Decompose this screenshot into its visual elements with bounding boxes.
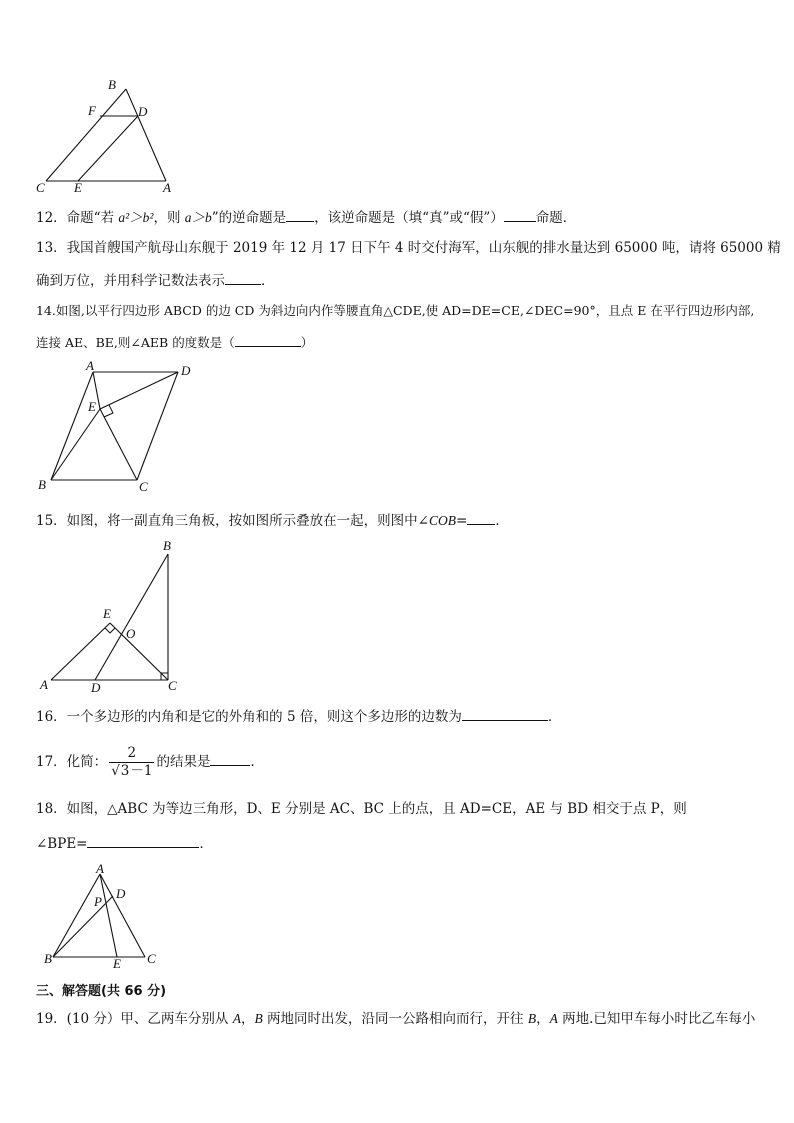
q12-answer-blank-1[interactable] [286, 207, 314, 222]
fig14-label-a: A [86, 358, 94, 373]
q15-answer-blank[interactable] [467, 510, 495, 525]
fig11-label-d: D [138, 104, 148, 119]
fig18-label-p: P [94, 894, 102, 909]
fig15-label-e: E [103, 606, 111, 621]
q18-text-3: ． [199, 836, 213, 852]
fig14-label-c: C [139, 479, 148, 494]
fig11-label-e: E [74, 180, 82, 195]
figure-q11 [30, 76, 190, 196]
q13-answer-blank[interactable] [225, 270, 261, 285]
q14-text-1: 14.如图,以平行四边形 ABCD 的边 CD 为斜边向内作等腰直角△CDE,使 AD=DE=CE,∠DEC=90°，且点 E 在平行四边形内部, [36, 303, 755, 318]
q19-point-a: A [232, 1011, 241, 1026]
q19-text-1: 19．(10 分）甲、乙两车分别从 [36, 1011, 233, 1027]
q16-text-2: ． [547, 709, 562, 725]
q14-text-3: ） [300, 335, 314, 350]
q12-answer-blank-2[interactable] [504, 207, 536, 222]
figure-q18-svg [36, 860, 166, 972]
q13-text-1: 13．我国首艘国产航母山东舰于 2019 年 12 月 17 日下午 4 时交付海军，山东舰的排水量达到 65000 吨，请将 65000 精 [36, 240, 781, 256]
q16-text-1: 16．一个多边形的内角和是它的外角和的 5 倍，则这个多边形的边数为 [36, 709, 462, 725]
question-15 [36, 510, 509, 530]
q19-text-4: ， [536, 1011, 550, 1027]
q19-point-b-2: B [527, 1011, 537, 1026]
fig11-label-a: A [163, 180, 171, 195]
q12-text-5: 命题． [535, 210, 577, 226]
question-18-line-2 [36, 833, 213, 853]
question-14-line-2 [36, 332, 313, 352]
q19-text-2: ， [240, 1011, 255, 1027]
q17-numerator: 2 [109, 745, 154, 763]
fig15-label-d: D [91, 680, 101, 695]
question-19 [36, 1010, 755, 1028]
fig15-label-a: A [40, 677, 48, 692]
q12-text-3: ”的逆命题是 [211, 210, 287, 226]
q14-text-2: 连接 AE、BE,则∠AEB 的度数是（ [36, 335, 235, 350]
q17-radicand: 3 [120, 763, 130, 779]
figure-q15-svg [30, 536, 200, 696]
q12-math-2: a＞b [184, 210, 212, 225]
fig15-label-c: C [168, 678, 177, 693]
section-3-title: 三、解答题(共 66 分) [36, 984, 167, 999]
q17-text-1: 17．化简： [36, 754, 108, 770]
q17-denominator-tail: －1 [130, 763, 153, 779]
q15-text-3: ． [495, 513, 509, 529]
fig15-label-b: B [163, 538, 171, 553]
fig14-label-e: E [88, 399, 96, 414]
q12-math-1: a²＞b² [118, 210, 154, 225]
question-17 [36, 741, 264, 783]
fig11-label-c: C [36, 180, 45, 195]
fig18-label-c: C [147, 951, 156, 966]
fig18-label-b: B [44, 951, 52, 966]
q15-math: COB [429, 513, 456, 528]
q18-text-1: 18．如图，△ABC 为等边三角形，D、E 分别是 AC、BC 上的点，且 AD=CE，AE 与 BD 相交于点 P，则 [36, 801, 687, 817]
q17-denominator: √3－1 [111, 763, 153, 779]
q13-text-2: 确到万位，并用科学记数法表示 [36, 273, 225, 289]
fig14-label-d: D [181, 363, 191, 378]
fig11-label-b: B [108, 77, 116, 92]
figure-q11-svg [30, 76, 190, 196]
question-12 [36, 207, 576, 227]
q19-text-3: 两地同时出发，沿同一公路相向而行，开往 [262, 1011, 528, 1027]
figure-q15 [30, 536, 200, 696]
q19-text-5: 两地.已知甲车每小时比乙车每小 [557, 1011, 756, 1027]
q14-answer-blank[interactable] [235, 332, 301, 347]
q18-answer-blank[interactable] [87, 833, 199, 848]
q13-text-3: ． [261, 273, 275, 289]
q12-text-4: ，该逆命题是（填“真”或“假”） [314, 210, 504, 226]
q12-text-2: ，则 [153, 210, 185, 226]
question-13-line-2 [36, 270, 275, 290]
q17-text-2: 的结果是 [156, 754, 211, 770]
figure-q18 [36, 860, 166, 972]
q19-point-b: B [254, 1011, 263, 1026]
question-14-line-1 [36, 302, 754, 320]
figure-q14 [30, 358, 210, 498]
fig18-label-e: E [113, 956, 121, 971]
question-16 [36, 706, 561, 726]
section-3-heading [36, 983, 166, 1001]
fig11-label-f: F [88, 103, 96, 118]
question-18-line-1 [36, 800, 687, 818]
q15-text-2: = [456, 513, 468, 529]
fig15-label-o: O [126, 626, 136, 641]
q16-answer-blank[interactable] [462, 706, 548, 721]
q19-point-a-2: A [549, 1011, 558, 1026]
q17-answer-blank[interactable] [210, 751, 250, 766]
q15-text-1: 15．如图，将一副直角三角板，按如图所示叠放在一起，则图中∠ [36, 513, 429, 529]
fig14-label-b: B [38, 477, 46, 492]
q18-text-2: ∠BPE= [36, 836, 88, 852]
q17-fraction [109, 745, 154, 780]
q17-text-3: ． [250, 754, 264, 770]
figure-q14-svg [30, 358, 210, 498]
fig18-label-a: A [96, 861, 104, 876]
question-13-line-1 [36, 239, 781, 257]
fig18-label-d: D [116, 886, 126, 901]
q12-text-1: 12．命题“若 [36, 210, 119, 226]
